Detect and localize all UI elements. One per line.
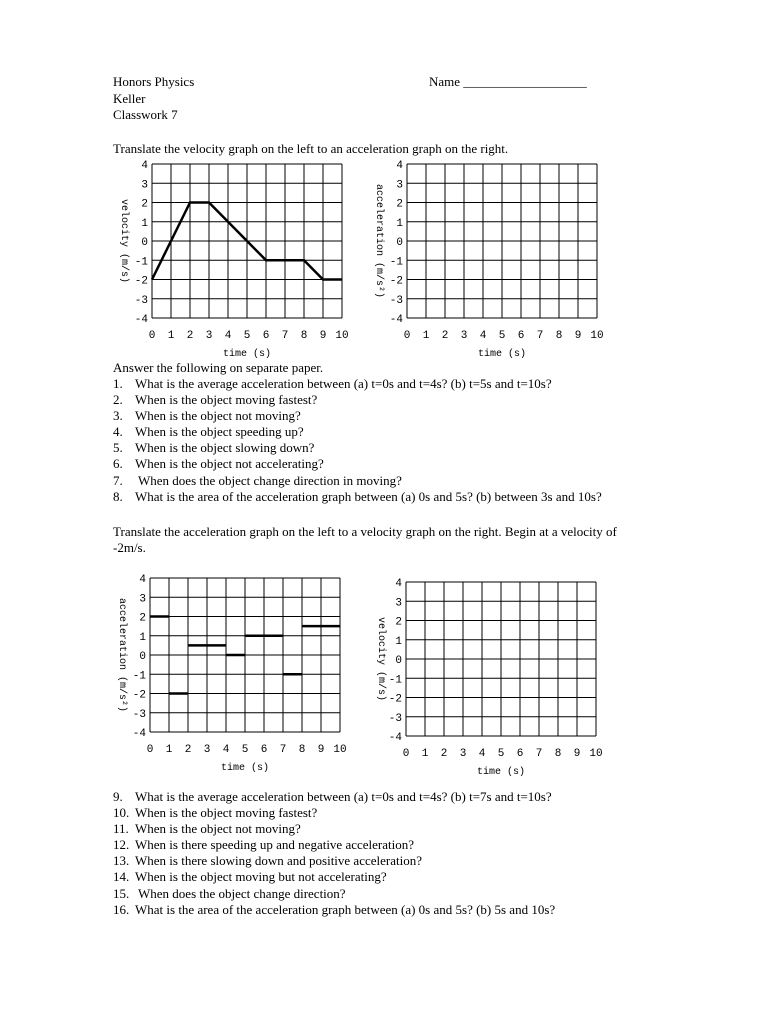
question-item (113, 805, 555, 821)
x-axis-label: time (s) (220, 763, 270, 774)
x-tick-label: 9 (317, 744, 325, 756)
x-tick-label: 7 (279, 744, 287, 756)
question-item (113, 473, 602, 489)
y-tick-label: 3 (396, 179, 403, 192)
y-tick-label: 4 (139, 574, 146, 586)
acceleration-graph-blank-1 (365, 155, 615, 360)
x-tick-label: 2 (440, 748, 448, 760)
question-item (113, 440, 602, 456)
question-list-1 (113, 376, 602, 505)
question-text: What is the area of the acceleration graph between (a) 0s and 5s? (b) between 3s and 10s? (135, 488, 602, 504)
x-axis-label: time (s) (222, 349, 272, 360)
question-item (113, 886, 555, 902)
y-tick-label: 1 (396, 217, 403, 230)
x-tick-label: 10 (589, 748, 603, 760)
y-axis-label: velocity (m/s) (375, 616, 386, 702)
question-item (113, 456, 602, 472)
y-tick-label: -4 (389, 314, 403, 326)
question-number: 7. (113, 472, 123, 488)
question-number: 4. (113, 424, 123, 440)
x-tick-label: 4 (478, 748, 486, 760)
question-item (113, 853, 555, 869)
question-item (113, 789, 555, 805)
question-item (113, 869, 555, 885)
question-item (113, 821, 555, 837)
question-text: When is the object moving fastest? (135, 805, 318, 821)
section2-instruction-line1: Translate the acceleration graph on the left to a velocity graph on the right. Begin at a velocity of (113, 524, 617, 539)
x-tick-label: 9 (319, 330, 327, 342)
y-tick-label: 0 (396, 237, 403, 249)
y-tick-label: 4 (395, 578, 402, 590)
x-tick-label: 8 (554, 748, 562, 760)
course-title: Honors Physics (113, 74, 195, 89)
y-tick-label: 0 (139, 651, 146, 663)
x-tick-label: 1 (421, 748, 429, 760)
y-tick-label: -1 (389, 256, 403, 269)
y-tick-label: -3 (132, 708, 146, 721)
question-text: When is there slowing down and positive acceleration? (135, 853, 422, 869)
y-tick-label: 2 (396, 198, 403, 211)
x-tick-label: 6 (260, 744, 268, 756)
y-tick-label: -1 (134, 256, 148, 269)
y-tick-label: 2 (139, 612, 146, 625)
question-item (113, 392, 602, 408)
x-tick-label: 7 (536, 330, 544, 342)
y-tick-label: 4 (396, 160, 403, 172)
x-tick-label: 5 (243, 330, 251, 342)
y-tick-label: -4 (132, 728, 146, 740)
x-tick-label: 10 (333, 744, 347, 756)
question-number: 13. (113, 853, 130, 869)
x-tick-label: 1 (167, 330, 175, 342)
x-tick-label: 0 (403, 330, 411, 342)
question-number: 1. (113, 376, 123, 391)
question-text: When is the object slowing down? (135, 440, 315, 456)
question-number: 15. (113, 885, 130, 901)
x-tick-label: 4 (222, 744, 230, 756)
question-number: 11. (113, 821, 129, 837)
y-tick-label: -1 (132, 670, 146, 683)
y-tick-label: -3 (134, 294, 148, 307)
question-item (113, 902, 555, 918)
y-tick-label: -4 (388, 732, 402, 744)
question-text: What is the average acceleration between (a) t=0s and t=4s? (b) t=5s and t=10s? (135, 376, 552, 391)
x-tick-label: 2 (441, 330, 449, 342)
y-axis-label: acceleration (m/s²) (373, 183, 384, 299)
section1-instruction: Translate the velocity graph on the left to an acceleration graph on the right. (113, 141, 509, 156)
x-tick-label: 1 (165, 744, 173, 756)
question-text: When does the object change direction? (135, 885, 346, 901)
x-tick-label: 4 (479, 330, 487, 342)
chart-grid (406, 582, 596, 736)
x-tick-label: 1 (422, 330, 430, 342)
y-tick-label: -1 (388, 674, 402, 687)
acceleration-graph-2 (100, 570, 350, 778)
y-tick-label: 2 (395, 616, 402, 629)
y-tick-label: 0 (141, 237, 148, 249)
y-tick-label: -2 (134, 275, 148, 288)
x-tick-label: 5 (498, 330, 506, 342)
velocity-graph-blank-2 (365, 572, 615, 777)
y-tick-label: -4 (134, 314, 148, 326)
y-tick-label: -2 (389, 275, 403, 288)
x-tick-label: 2 (184, 744, 192, 756)
x-tick-label: 0 (402, 748, 410, 760)
chart-grid (407, 164, 597, 318)
x-tick-label: 3 (460, 330, 468, 342)
question-number: 12. (113, 837, 130, 853)
y-tick-label: 3 (395, 597, 402, 610)
name-field-label: Name ___________________ (429, 74, 587, 89)
x-axis-label: time (s) (477, 349, 527, 360)
teacher-name: Keller (113, 91, 146, 106)
y-axis-label: acceleration (m/s²) (116, 597, 127, 713)
question-text: When is the object speeding up? (135, 424, 304, 440)
question-text: When is the object moving fastest? (135, 392, 318, 408)
y-tick-label: 0 (395, 655, 402, 667)
question-number: 16. (113, 901, 130, 917)
question-text: When does the object change direction in moving? (135, 472, 402, 488)
y-tick-label: 1 (395, 635, 402, 648)
x-tick-label: 5 (241, 744, 249, 756)
y-tick-label: 2 (141, 198, 148, 211)
question-text: When is the object not moving? (135, 408, 301, 424)
y-tick-label: 3 (139, 593, 146, 606)
x-tick-label: 8 (298, 744, 306, 756)
question-item (113, 424, 602, 440)
question-item (113, 408, 602, 424)
x-tick-label: 3 (459, 748, 467, 760)
question-number: 8. (113, 488, 123, 504)
y-tick-label: 1 (141, 217, 148, 230)
x-tick-label: 6 (516, 748, 524, 760)
question-number: 3. (113, 408, 123, 424)
x-tick-label: 6 (262, 330, 270, 342)
question-number: 2. (113, 392, 123, 408)
answer-note: Answer the following on separate paper. (113, 360, 324, 375)
question-text: What is the area of the acceleration graph between (a) 0s and 5s? (b) 5s and 10s? (135, 901, 556, 917)
section2-instruction-line2: -2m/s. (113, 540, 146, 555)
question-number: 5. (113, 440, 123, 456)
question-number: 9. (113, 789, 123, 804)
y-axis-label: velocity (m/s) (118, 198, 129, 284)
assignment-title: Classwork 7 (113, 107, 178, 122)
x-tick-label: 0 (146, 744, 154, 756)
y-tick-label: 1 (139, 631, 146, 644)
x-tick-label: 3 (205, 330, 213, 342)
question-list-2 (113, 789, 555, 918)
y-tick-label: -2 (388, 693, 402, 706)
y-tick-label: -3 (388, 712, 402, 725)
x-tick-label: 8 (300, 330, 308, 342)
x-tick-label: 9 (573, 748, 581, 760)
question-number: 10. (113, 805, 130, 821)
x-tick-label: 7 (535, 748, 543, 760)
question-text: When is there speeding up and negative acceleration? (135, 837, 415, 853)
question-item (113, 376, 602, 392)
y-tick-label: 4 (141, 160, 148, 172)
x-tick-label: 8 (555, 330, 563, 342)
y-tick-label: 3 (141, 179, 148, 192)
x-tick-label: 4 (224, 330, 232, 342)
x-tick-label: 0 (148, 330, 156, 342)
question-item (113, 837, 555, 853)
y-tick-label: -2 (132, 689, 146, 702)
x-tick-label: 9 (574, 330, 582, 342)
question-text: What is the average acceleration between (a) t=0s and t=4s? (b) t=7s and t=10s? (135, 789, 552, 804)
question-number: 6. (113, 456, 123, 472)
x-tick-label: 3 (203, 744, 211, 756)
question-number: 14. (113, 869, 130, 885)
question-text: When is the object not moving? (135, 821, 301, 837)
x-tick-label: 10 (335, 330, 349, 342)
question-text: When is the object moving but not accelerating? (135, 869, 387, 885)
x-tick-label: 2 (186, 330, 194, 342)
question-text: When is the object not accelerating? (135, 456, 324, 472)
x-axis-label: time (s) (476, 767, 526, 777)
x-tick-label: 5 (497, 748, 505, 760)
x-tick-label: 7 (281, 330, 289, 342)
y-tick-label: -3 (389, 294, 403, 307)
velocity-graph-1 (100, 155, 350, 360)
question-item (113, 489, 602, 505)
x-tick-label: 6 (517, 330, 525, 342)
x-tick-label: 10 (590, 330, 604, 342)
